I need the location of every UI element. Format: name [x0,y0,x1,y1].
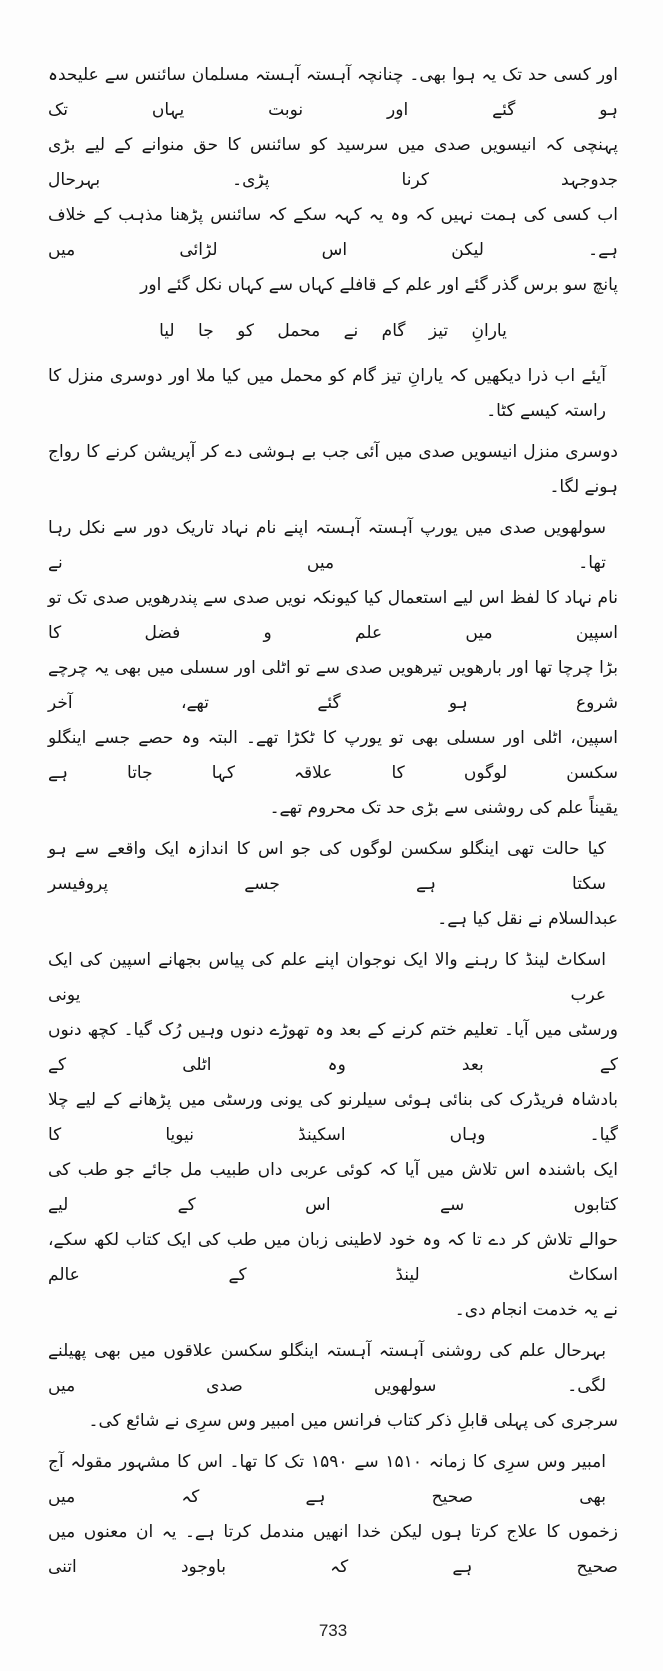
text-line: کیا حالت تھی اینگلو سکسن لوگوں کی جو اس کا اندازہ ایک واقعے سے ہو سکتا ہے جسے پروفیسر [48,839,606,894]
paragraph [48,359,618,429]
text-line: ورسٹی میں آیا۔ تعلیم ختم کرنے کے بعد وہ تھوڑے دنوں وہیں رُک گیا۔ کچھ دنوں کے بعد وہ اٹلی کے [48,1020,618,1075]
paragraph [48,832,618,937]
page-number: 733 [318,1621,348,1640]
text-line: پانچ سو برس گذر گئے اور علم کے قافلے کہاں سے کہاں نکل گئے اور [140,275,618,295]
paragraph [48,435,618,505]
text-line: اب کسی کی ہمت نہیں کہ وہ یہ کہہ سکے کہ سائنس پڑھنا مذہب کے خلاف ہے۔ لیکن اس لڑائی میں [48,205,618,260]
text-line: زخموں کا علاج کرتا ہوں لیکن خدا انھیں مندمل کرتا ہے۔ یہ ان معنوں میں صحیح ہے کہ باوجود اتنی [48,1522,618,1577]
paragraph [48,943,618,1328]
text-line: ایک باشندہ اس تلاش میں آیا کہ کوئی عربی داں طبیب مل جائے جو طب کی کتابوں سے اس کے لیے [48,1160,618,1215]
paragraph [48,1334,618,1439]
paragraph [48,58,618,303]
paragraph [48,511,618,826]
paragraph [48,1445,618,1585]
text-line: سولھویں صدی میں یورپ آہستہ آہستہ اپنے نام نہاد تاریک دور سے نکل رہا تھا۔ میں نے [48,518,606,573]
text-line: امبیر وس سرِی کا زمانہ ۱۵۱۰ سے ۱۵۹۰ تک کا تھا۔ اس کا مشہور مقولہ آج بھی صحیح ہے کہ میں [48,1452,606,1507]
text-line: پہنچی کہ انیسویں صدی میں سرسید کو سائنس کا حق منوانے کے لیے بڑی جدوجہد کرنا پڑی۔ بہرحال [48,135,618,190]
text-line: دوسری منزل انیسویں صدی میں آئی جب بے ہوشی دے کر آپریشن کرنے کا رواج ہونے لگا۔ [48,442,618,497]
text-line: بہرحال علم کی روشنی آہستہ آہستہ اینگلو سکسن علاقوں میں بھی پھیلنے لگی۔ سولھویں صدی میں [48,1341,606,1396]
text-line: آیئے اب ذرا دیکھیں کہ یارانِ تیز گام کو محمل میں کیا ملا اور دوسری منزل کا راستہ کیسے کٹا۔ [48,366,606,421]
text-line: بڑا چرچا تھا اور بارھویں تیرھویں صدی سے تو اٹلی اور سسلی میں بھی یہ چرچے شروع ہو گئے تھے، آخر [48,658,618,713]
text-line: حوالے تلاش کر دے تا کہ وہ خود لاطینی زبان میں طب کی ایک کتاب لکھ سکے، اسکاٹ لینڈ کے عالم [48,1230,618,1285]
text-line: سرجری کی پہلی قابلِ ذکر کتاب فرانس میں امبیر وس سرِی نے شائع کی۔ [88,1411,618,1431]
text-line: نے یہ خدمت انجام دی۔ [454,1300,618,1320]
text-line: اور کسی حد تک یہ ہوا بھی۔ چنانچہ آہستہ آہستہ مسلمان سائنس سے علیحدہ ہو گئے اور نوبت یہاں تک [48,65,618,120]
text-line: عبدالسلام نے نقل کیا ہے۔ [437,909,618,929]
verse-line: یارانِ تیز گام نے محمل کو جا لیا [159,321,507,341]
text-line: اسپین، اٹلی اور سسلی بھی تو یورپ کا ٹکڑا تھے۔ البتہ وہ حصے جسے اینگلو سکسن لوگوں کا علاقہ کہا جاتا ہے [48,728,618,783]
text-line: نام نہاد کا لفظ اس لیے استعمال کیا کیونکہ نویں صدی سے پندرھویں صدی تک تو اسپین میں علم و فضل کا [48,588,618,643]
text-line: اسکاٹ لینڈ کا رہنے والا ایک نوجوان اپنے علم کی پیاس بجھانے اسپین کی ایک عرب یونی [48,950,606,1005]
text-line: یقیناً علم کی روشنی سے بڑی حد تک محروم تھے۔ [269,798,618,818]
text-line: بادشاہ فریڈرک کی بنائی ہوئی سیلرنو کی یونی ورسٹی میں پڑھانے کے لیے چلا گیا۔ وہاں اسکینڈ نیویا کا [48,1090,618,1145]
